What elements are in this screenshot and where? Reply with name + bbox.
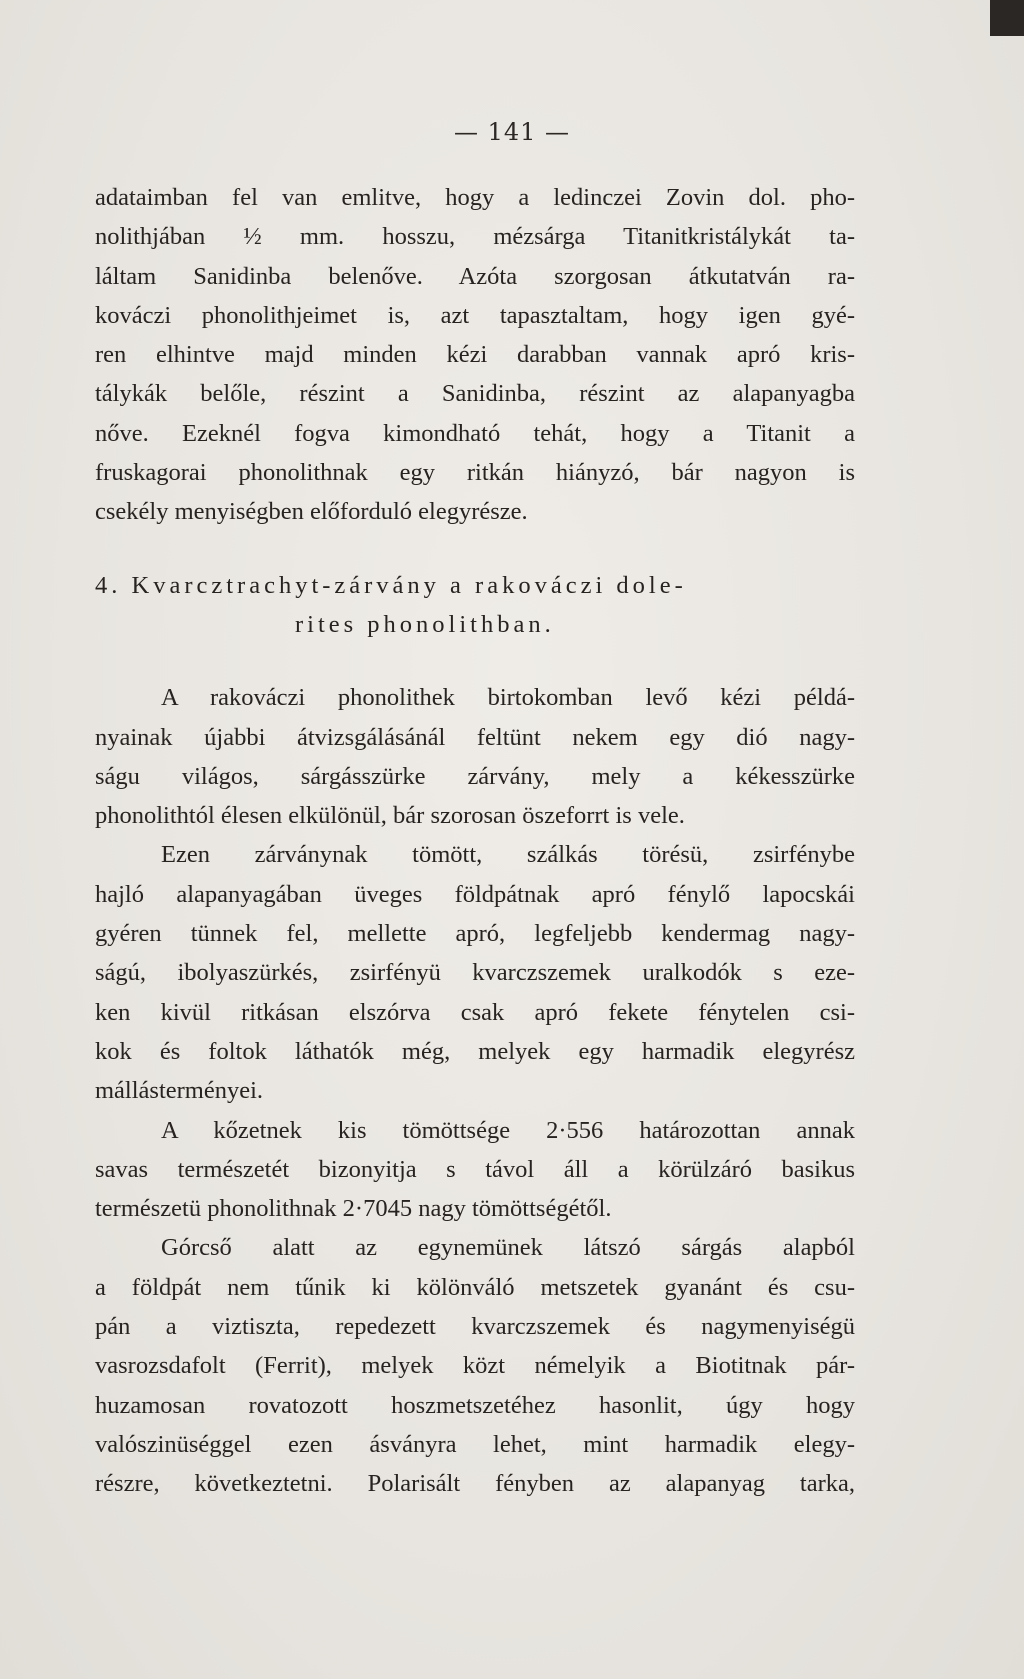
scan-edge-shadow — [990, 0, 1024, 36]
section-heading — [95, 566, 855, 645]
text-line: savas természetét bizonyitja s távol áll a körülzáró basikus — [95, 1155, 855, 1183]
text-line: nolithjában ½ mm. hosszu, mézsárga Titanitkristálykát ta- — [95, 223, 855, 251]
text-line: nőve. Ezeknél fogva kimondható tehát, hogy a Titanit a — [95, 419, 855, 447]
text-line: pán a viztiszta, repedezett kvarczszemek és nagymenyiségü — [95, 1313, 855, 1341]
text-line: csekély menyiségben előforduló elegyrésze. — [95, 498, 528, 526]
text-line: fruskagorai phonolithnak egy ritkán hiányzó, bár nagyon is — [95, 459, 855, 487]
text-line: Górcső alatt az egynemünek látszó sárgás alapból — [161, 1234, 855, 1262]
paragraph — [95, 835, 855, 1110]
text-line: A rakováczi phonolithek birtokomban levő kézi példá- — [161, 684, 855, 712]
text-line: adataimban fel van emlitve, hogy a ledinczei Zovin dol. pho- — [95, 184, 855, 211]
page-number: — 141 — — [453, 118, 571, 146]
body-text — [95, 178, 855, 1504]
text-line: kováczi phonolithjeimet is, azt tapasztaltam, hogy igen gyé- — [95, 301, 855, 329]
text-line: hajló alapanyagában üveges földpátnak apró fénylő lapocskái — [95, 880, 855, 908]
text-line: a földpát nem tűnik ki kölönváló metszetek gyanánt és csu- — [95, 1273, 855, 1301]
text-line: vasrozsdafolt (Ferrit), melyek közt némelyik a Biotitnak pár- — [95, 1352, 855, 1380]
section-spacer — [95, 644, 855, 678]
text-line: láltam Sanidinba belenőve. Azóta szorgosan átkutatván ra- — [95, 262, 855, 290]
text-line: részre, következtetni. Polarisált fényben az alapanyag tarka, — [95, 1470, 855, 1498]
section-heading-line: rites phonolithban. — [295, 610, 555, 638]
text-line: nyainak újabbi átvizsgálásánál feltünt nekem egy dió nagy- — [95, 723, 855, 751]
text-line: valószinüséggel ezen ásványra lehet, mint harmadik elegy- — [95, 1430, 855, 1458]
text-line: ken kivül ritkásan elszórva csak apró fekete fénytelen csi- — [95, 998, 855, 1026]
paragraph — [95, 178, 855, 532]
text-line: ságu világos, sárgásszürke zárvány, mely a kékesszürke — [95, 762, 855, 790]
paragraph — [95, 1111, 855, 1229]
text-line: tálykák belőle, részint a Sanidinba, részint az alapanyagba — [95, 380, 855, 408]
text-line: ren elhintve majd minden kézi darabban vannak apró kris- — [95, 341, 855, 369]
text-line: ságú, ibolyaszürkés, zsirfényü kvarczszemek uralkodók s eze- — [95, 959, 855, 987]
section-spacer — [95, 532, 855, 566]
paragraph — [95, 678, 855, 835]
text-line: kok és foltok láthatók még, melyek egy harmadik elegyrész — [95, 1037, 855, 1065]
section-heading-line: 4. Kvarcztrachyt-zárvány a rakováczi dole- — [95, 571, 687, 599]
text-line: phonolithtól élesen elkülönül, bár szorosan öszeforrt is vele. — [95, 802, 685, 830]
text-line: mállásterményei. — [95, 1077, 264, 1105]
text-line: természetü phonolithnak 2·7045 nagy tömöttségétől. — [95, 1195, 612, 1223]
text-line: huzamosan rovatozott hoszmetszetéhez hasonlit, úgy hogy — [95, 1391, 855, 1419]
text-line: A kőzetnek kis tömöttsége 2·556 határozottan annak — [161, 1116, 855, 1144]
paragraph — [95, 1228, 855, 1503]
text-line: gyéren tünnek fel, mellette apró, legfeljebb kendermag nagy- — [95, 920, 855, 948]
text-line: Ezen zárványnak tömött, szálkás törésü, zsirfénybe — [161, 841, 855, 869]
